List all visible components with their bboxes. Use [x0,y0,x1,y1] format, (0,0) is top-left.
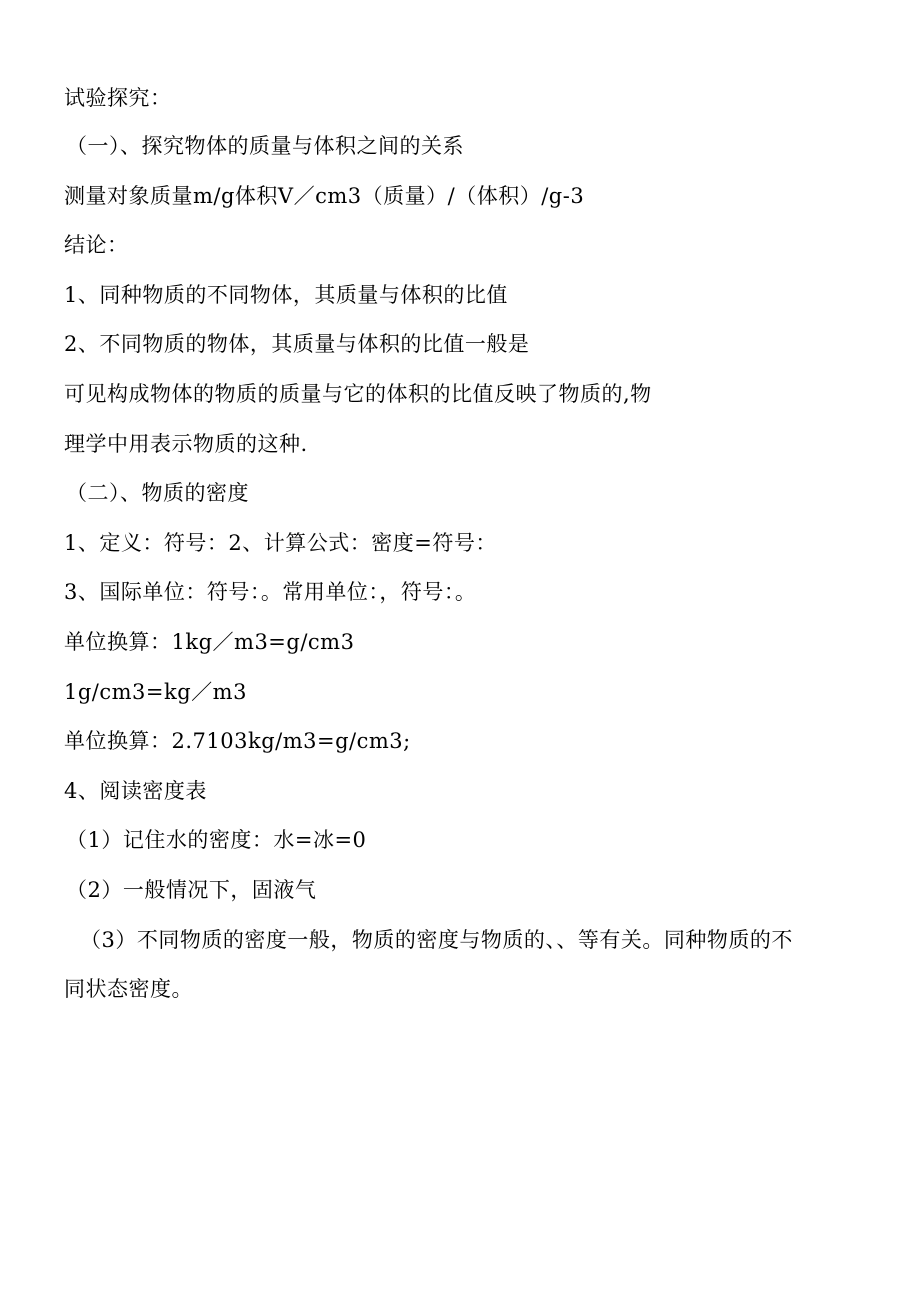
unit-conversion-3: 单位换算：2.7103kg/m3=g/cm3; [64,729,411,753]
conclusion-label: 结论： [64,233,129,257]
paragraph-line-1: 可见构成物体的物质的质量与它的体积的比值反映了物质的,物 [64,382,652,406]
unit-conversion-1: 单位换算：1kg／m3=g/cm3 [64,630,355,654]
conclusion-item-2: 2、不同物质的物体，其质量与体积的比值一般是 [64,332,530,356]
density-item-3: （3）不同物质的密度一般，物质的密度与物质的、、等有关。同种物质的不 [80,928,793,952]
density-item-3-continued: 同状态密度。 [64,977,193,1001]
conclusion-item-1: 1、同种物质的不同物体，其质量与体积的比值 [64,283,508,307]
table-header-text: 测量对象质量m/g体积V／cm3（质量）/（体积）/g-3 [64,184,585,208]
density-item-2: （2）一般情况下，固液气 [66,878,317,902]
definition-line: 1、定义：符号：2、计算公式：密度=符号： [64,531,497,555]
unit-line: 3、国际单位：符号：。常用单位：，符号：。 [64,580,477,604]
subsection-heading-2: （二）、物质的密度 [66,481,249,505]
section-heading-experiment: 试验探究： [64,86,172,110]
unit-conversion-2: 1g/cm3=kg／m3 [64,680,247,704]
density-item-1: （1）记住水的密度：水=冰=0 [66,828,367,852]
paragraph-line-2: 理学中用表示物质的这种. [64,432,308,456]
subsection-heading-1: （一）、探究物体的质量与体积之间的关系 [66,134,464,158]
density-table-heading: 4、阅读密度表 [64,779,207,803]
